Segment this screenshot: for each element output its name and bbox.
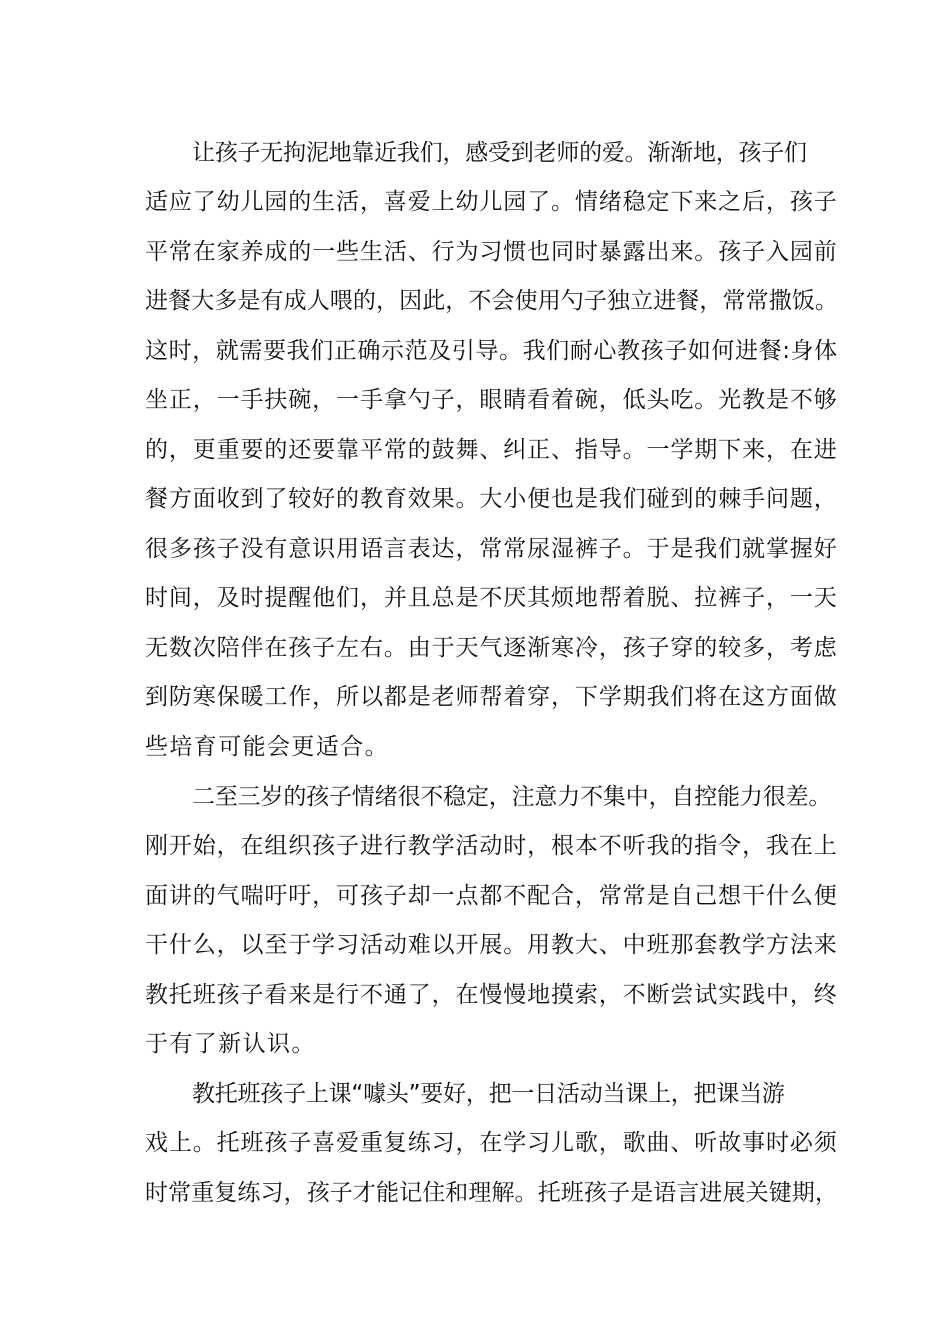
text-line: 这时，就需要我们正确示范及引导。我们耐心教孩子如何进餐:身体 — [145, 338, 838, 364]
text-line: 面讲的气喘吁吁，可孩子却一点都不配合，常常是自己想干什么便 — [145, 883, 838, 909]
text-line: 戏上。托班孩子喜爱重复练习，在学习儿歌，歌曲、听故事时必须 — [145, 1130, 838, 1156]
text-line: 坐正，一手扶碗，一手拿勺子，眼睛看着碗，低头吃。光教是不够 — [145, 387, 838, 413]
text-line: 教托班孩子上课“噱头”要好，把一日活动当课上，把课当游 — [192, 1081, 785, 1107]
text-line: 到防寒保暖工作，所以都是老师帮着穿，下学期我们将在这方面做 — [145, 684, 838, 710]
text-line: 无数次陪伴在孩子左右。由于天气逐渐寒冷，孩子穿的较多，考虑 — [145, 635, 838, 661]
text-line: 适应了幼儿园的生活，喜爱上幼儿园了。情绪稳定下来之后，孩子 — [145, 189, 838, 215]
text-line: 时常重复练习，孩子才能记住和理解。托班孩子是语言进展关键期， — [145, 1180, 838, 1206]
text-line: 教托班孩子看来是行不通了，在慢慢地摸索，不断尝试实践中，终 — [145, 982, 838, 1008]
text-line: 时间，及时提醒他们，并且总是不厌其烦地帮着脱、拉裤子，一天 — [145, 585, 838, 611]
text-line: 干什么，以至于学习活动难以开展。用教大、中班那套教学方法来 — [145, 932, 838, 958]
text-line: 的，更重要的还要靠平常的鼓舞、纠正、指导。一学期下来，在进 — [145, 437, 838, 463]
text-line: 餐方面收到了较好的教育效果。大小便也是我们碰到的棘手问题， — [145, 486, 838, 512]
text-line: 平常在家养成的一些生活、行为习惯也同时暴露出来。孩子入园前 — [145, 239, 838, 265]
text-line: 二至三岁的孩子情绪很不稳定，注意力不集中，自控能力很差。 — [192, 784, 832, 810]
text-line: 很多孩子没有意识用语言表达，常常尿湿裤子。于是我们就掌握好 — [145, 536, 838, 562]
text-line: 进餐大多是有成人喂的，因此，不会使用勺子独立进餐，常常撒饭。 — [145, 288, 838, 314]
text-line: 些培育可能会更适合。 — [145, 734, 389, 760]
text-line: 刚开始，在组织孩子进行教学活动时，根本不听我的指令，我在上 — [145, 833, 838, 859]
text-line: 让孩子无拘泥地靠近我们，感受到老师的爱。渐渐地，孩子们 — [192, 140, 807, 166]
text-line: 于有了新认识。 — [145, 1031, 316, 1057]
